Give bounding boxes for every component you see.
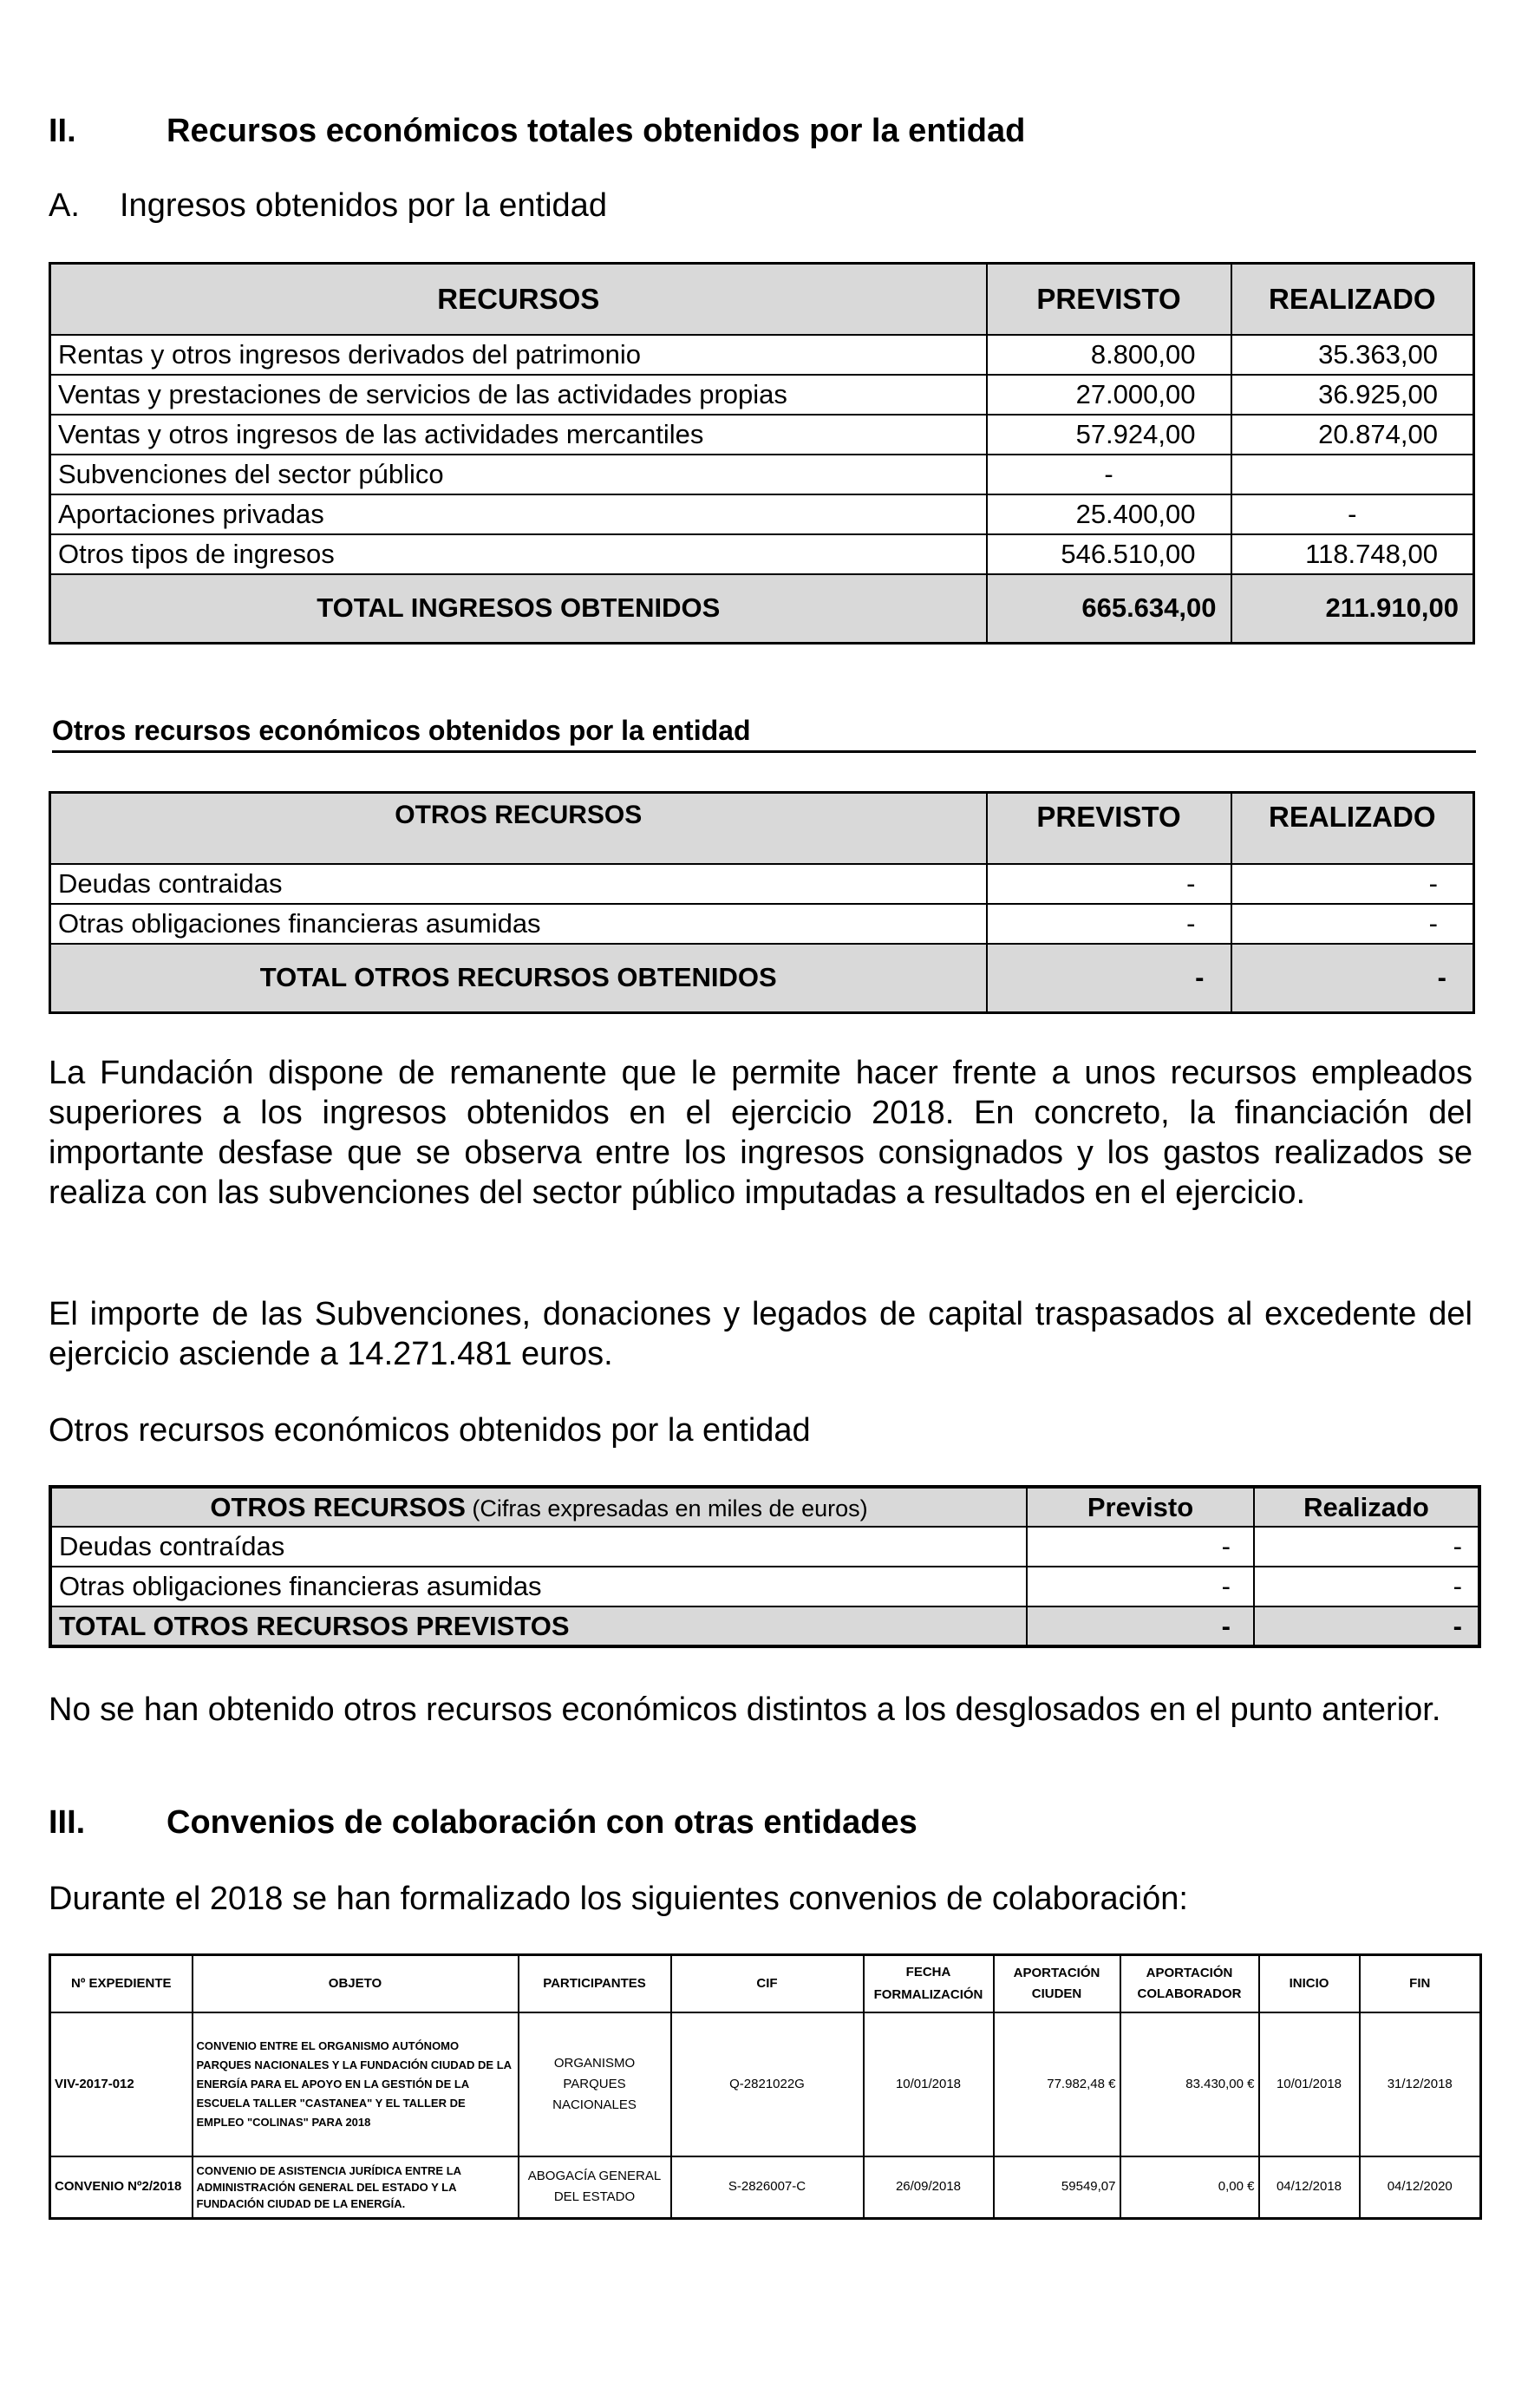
header-realizado: REALIZADO	[1231, 793, 1474, 864]
table-row	[50, 1567, 1479, 1606]
total-row	[50, 574, 1474, 644]
table-header-row	[50, 1487, 1479, 1527]
row-aportacion-ciuden: 59549,07	[994, 2156, 1120, 2219]
table-row	[50, 864, 1474, 904]
row-fin: 04/12/2020	[1360, 2156, 1481, 2219]
row-previsto: 27.000,00	[987, 375, 1231, 415]
section-2-heading	[49, 113, 1479, 156]
row-realizado: 20.874,00	[1231, 415, 1474, 455]
table-header-row	[50, 1955, 1481, 2012]
row-participantes: ORGANISMO PARQUES NACIONALES	[519, 2012, 671, 2156]
table-row	[50, 455, 1474, 494]
row-inicio: 04/12/2018	[1259, 2156, 1360, 2219]
section-3-heading	[49, 1804, 1479, 1848]
row-realizado: -	[1231, 904, 1474, 944]
table-row	[50, 904, 1474, 944]
table-row	[50, 335, 1474, 375]
header-objeto: OBJETO	[193, 1955, 519, 2012]
otros-recursos-miles-table	[49, 1485, 1481, 1648]
row-aportacion-colaborador: 83.430,00 €	[1120, 2012, 1259, 2156]
total-previsto: -	[1027, 1606, 1254, 1646]
paragraph-no-otros-recursos: No se han obtenido otros recursos económicos distintos a los desglosados en el punto anterior.	[49, 1691, 1441, 1728]
section-title: Convenios de colaboración con otras entidades	[167, 1804, 917, 1841]
table-row	[50, 534, 1474, 574]
row-realizado: -	[1254, 1527, 1479, 1567]
total-label: TOTAL INGRESOS OBTENIDOS	[50, 574, 987, 644]
row-inicio: 10/01/2018	[1259, 2012, 1360, 2156]
header-bold: OTROS RECURSOS	[210, 1491, 466, 1522]
otros-recursos-table	[49, 791, 1475, 1014]
row-cif: S-2826007-C	[671, 2156, 864, 2219]
row-previsto: -	[1027, 1567, 1254, 1606]
header-aportacion-ciuden: APORTACIÓN CIUDEN	[994, 1955, 1120, 2012]
section-number: III.	[49, 1804, 86, 1841]
paragraph-convenios: Durante el 2018 se han formalizado los siguientes convenios de colaboración:	[49, 1881, 1188, 1917]
section-number: II.	[49, 113, 76, 149]
subsection-a-heading	[49, 187, 607, 225]
row-previsto: 57.924,00	[987, 415, 1231, 455]
row-label: Aportaciones privadas	[50, 494, 987, 534]
total-label: TOTAL OTROS RECURSOS OBTENIDOS	[50, 944, 987, 1013]
row-label: Otras obligaciones financieras asumidas	[50, 904, 987, 944]
row-expediente: VIV-2017-012	[50, 2012, 193, 2156]
row-previsto: 8.800,00	[987, 335, 1231, 375]
ingresos-table	[49, 262, 1475, 645]
section-title: Recursos económicos totales obtenidos por la entidad	[167, 113, 1026, 149]
convenios-table	[49, 1953, 1482, 2220]
header-aportacion-colaborador: APORTACIÓN COLABORADOR	[1120, 1955, 1259, 2012]
row-realizado: -	[1231, 494, 1474, 534]
total-realizado: 211.910,00	[1231, 574, 1474, 644]
row-label: Deudas contraidas	[50, 864, 987, 904]
row-fin: 31/12/2018	[1360, 2012, 1481, 2156]
header-expediente: Nº EXPEDIENTE	[50, 1955, 193, 2012]
row-previsto: 25.400,00	[987, 494, 1231, 534]
paragraph-remanente: La Fundación dispone de remanente que le permite hacer frente a unos recursos empleados superiores a los ingresos obtenidos en el ejercicio 2018. En concreto, la financiación del importante desfase que se observa entre los ingresos consignados y los gastos realizados se realiza con las subvenciones del sector público imputadas a resultados en el ejercicio.	[49, 1055, 1472, 1211]
header-previsto: PREVISTO	[987, 793, 1231, 864]
paragraph-subvenciones: El importe de las Subvenciones, donaciones y legados de capital traspasados al excedente del ejercicio asciende a 14.271.481 euros.	[49, 1296, 1472, 1372]
row-label: Otros tipos de ingresos	[50, 534, 987, 574]
row-label: Deudas contraídas	[50, 1527, 1027, 1567]
row-fecha: 10/01/2018	[864, 2012, 994, 2156]
header-cif: CIF	[671, 1955, 864, 2012]
table-row	[50, 1527, 1479, 1567]
total-row	[50, 1606, 1479, 1646]
row-label: Subvenciones del sector público	[50, 455, 987, 494]
table-row	[50, 375, 1474, 415]
header-previsto: PREVISTO	[987, 264, 1231, 335]
table-row	[50, 494, 1474, 534]
row-realizado: 35.363,00	[1231, 335, 1474, 375]
header-participantes: PARTICIPANTES	[519, 1955, 671, 2012]
total-previsto: 665.634,00	[987, 574, 1231, 644]
row-label: Ventas y prestaciones de servicios de las actividades propias	[50, 375, 987, 415]
row-realizado: 36.925,00	[1231, 375, 1474, 415]
table-header-row	[50, 793, 1474, 864]
row-objeto: CONVENIO ENTRE EL ORGANISMO AUTÓNOMO PARQUES NACIONALES Y LA FUNDACIÓN CIUDAD DE LA ENERGÍA PARA EL APOYO EN LA GESTIÓN DE LA ESCUELA TALLER "CASTANEA" Y EL TALLER DE EMPLEO "COLINAS" PARA 2018	[193, 2012, 519, 2156]
row-realizado: -	[1254, 1567, 1479, 1606]
header-previsto: Previsto	[1027, 1487, 1254, 1527]
header-fin: FIN	[1360, 1955, 1481, 2012]
total-row	[50, 944, 1474, 1013]
total-realizado: -	[1254, 1606, 1479, 1646]
row-label: Otras obligaciones financieras asumidas	[50, 1567, 1027, 1606]
row-expediente: CONVENIO Nº2/2018	[50, 2156, 193, 2219]
row-label: Ventas y otros ingresos de las actividades mercantiles	[50, 415, 987, 455]
row-aportacion-ciuden: 77.982,48 €	[994, 2012, 1120, 2156]
row-previsto: -	[1027, 1527, 1254, 1567]
header-inicio: INICIO	[1259, 1955, 1360, 2012]
row-fecha: 26/09/2018	[864, 2156, 994, 2219]
header-note: (Cifras expresadas en miles de euros)	[465, 1495, 868, 1521]
row-previsto: -	[987, 904, 1231, 944]
table-row	[50, 415, 1474, 455]
row-label: Rentas y otros ingresos derivados del patrimonio	[50, 335, 987, 375]
subsection-title: Ingresos obtenidos por la entidad	[120, 187, 607, 224]
row-aportacion-colaborador: 0,00 €	[1120, 2156, 1259, 2219]
total-previsto: -	[987, 944, 1231, 1013]
total-realizado: -	[1231, 944, 1474, 1013]
table-row	[50, 2156, 1481, 2219]
row-realizado: 118.748,00	[1231, 534, 1474, 574]
row-participantes: ABOGACÍA GENERAL DEL ESTADO	[519, 2156, 671, 2219]
header-otros-recursos: OTROS RECURSOS	[50, 793, 987, 864]
row-realizado: -	[1231, 864, 1474, 904]
table-row	[50, 2012, 1481, 2156]
otros-recursos-heading: Otros recursos económicos obtenidos por la entidad	[52, 715, 1476, 753]
header-recursos: RECURSOS	[50, 264, 987, 335]
row-objeto: CONVENIO DE ASISTENCIA JURÍDICA ENTRE LA ADMINISTRACIÓN GENERAL DEL ESTADO Y LA FUNDACIÓN CIUDAD DE LA ENERGÍA.	[193, 2156, 519, 2219]
row-previsto: -	[987, 864, 1231, 904]
subsection-letter: A.	[49, 187, 80, 224]
header-realizado: Realizado	[1254, 1487, 1479, 1527]
paragraph-otros-recursos: Otros recursos económicos obtenidos por la entidad	[49, 1412, 811, 1449]
total-label: TOTAL OTROS RECURSOS PREVISTOS	[50, 1606, 1027, 1646]
header-fecha: FECHA FORMALIZACIÓN	[864, 1955, 994, 2012]
row-previsto: 546.510,00	[987, 534, 1231, 574]
header-otros-recursos	[50, 1487, 1027, 1527]
table-header-row	[50, 264, 1474, 335]
row-cif: Q-2821022G	[671, 2012, 864, 2156]
row-previsto: -	[987, 455, 1231, 494]
header-realizado: REALIZADO	[1231, 264, 1474, 335]
row-realizado	[1231, 455, 1474, 494]
